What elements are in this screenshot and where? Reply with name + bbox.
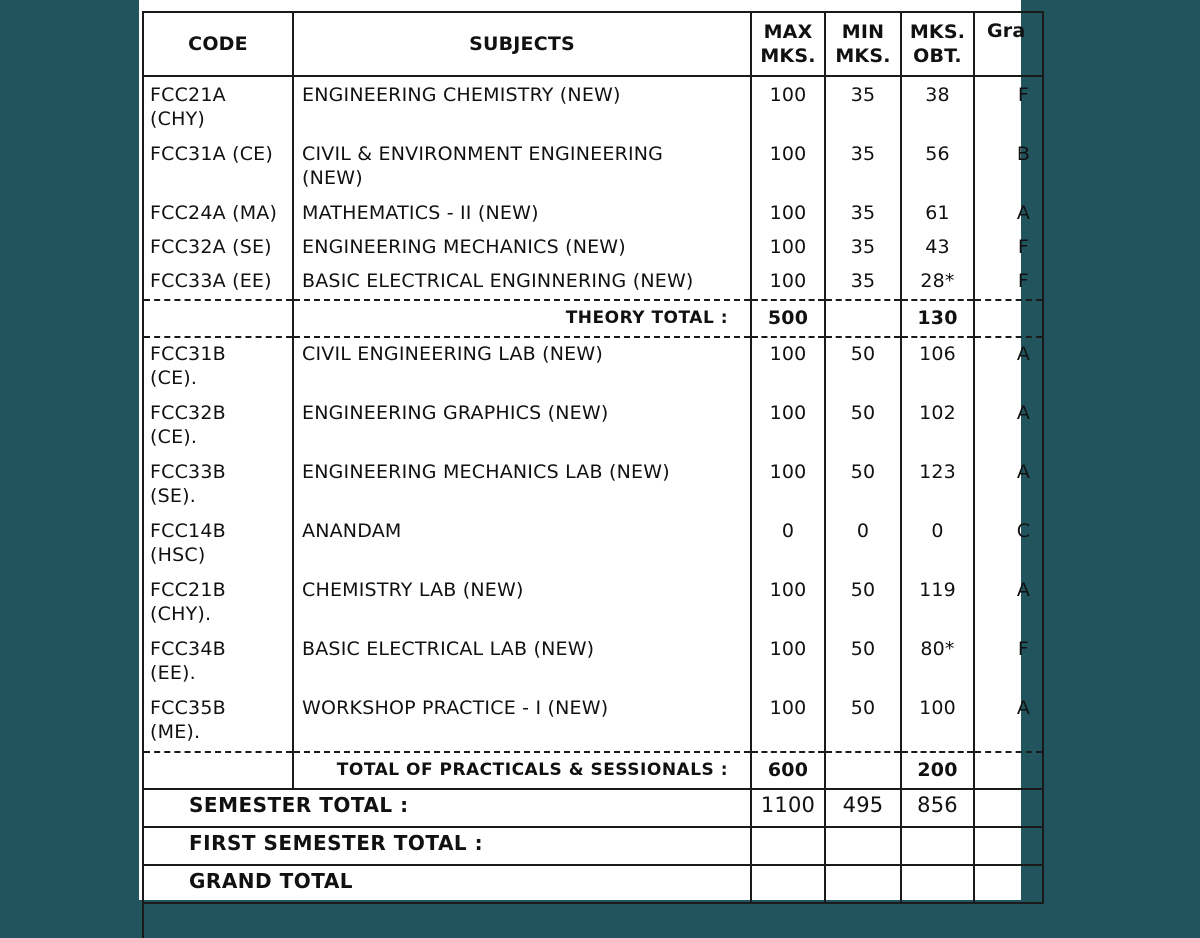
subject-code: FCC33A (EE) bbox=[143, 265, 293, 300]
subject-name: BASIC ELECTRICAL ENGINNERING (NEW) bbox=[293, 265, 751, 300]
min-marks: 50 bbox=[825, 633, 901, 692]
grade: C bbox=[974, 515, 1043, 574]
table-row bbox=[143, 76, 1043, 138]
grade: F bbox=[974, 265, 1043, 300]
max-marks: 100 bbox=[751, 337, 825, 397]
semester-total-obtained: 856 bbox=[901, 789, 974, 827]
subject-code: FCC34B (EE). bbox=[143, 633, 293, 692]
header-subjects: SUBJECTS bbox=[293, 12, 751, 76]
grade: A bbox=[974, 574, 1043, 633]
min-marks: 50 bbox=[825, 574, 901, 633]
subject-code: FCC21A (CHY) bbox=[143, 76, 293, 138]
max-marks: 100 bbox=[751, 76, 825, 138]
subject-name: ENGINEERING MECHANICS (NEW) bbox=[293, 231, 751, 265]
subject-code: FCC32A (SE) bbox=[143, 231, 293, 265]
practical-total-obtained: 200 bbox=[901, 752, 974, 789]
marks-obtained: 56 bbox=[901, 138, 974, 197]
theory-total-obtained: 130 bbox=[901, 300, 974, 337]
table-row bbox=[143, 265, 1043, 300]
max-marks: 100 bbox=[751, 231, 825, 265]
min-marks: 50 bbox=[825, 397, 901, 456]
theory-total-max: 500 bbox=[751, 300, 825, 337]
subject-code: FCC31A (CE) bbox=[143, 138, 293, 197]
practical-total-label: TOTAL OF PRACTICALS & SESSIONALS : bbox=[293, 752, 751, 789]
subject-name: ENGINEERING GRAPHICS (NEW) bbox=[293, 397, 751, 456]
header-max-marks: MAX MKS. bbox=[751, 12, 825, 76]
marks-obtained: 123 bbox=[901, 456, 974, 515]
min-marks: 35 bbox=[825, 138, 901, 197]
grade: A bbox=[974, 397, 1043, 456]
marks-obtained: 100 bbox=[901, 692, 974, 752]
table-row bbox=[143, 138, 1043, 197]
grade: F bbox=[974, 231, 1043, 265]
semester-total-min: 495 bbox=[825, 789, 901, 827]
min-marks: 50 bbox=[825, 456, 901, 515]
header-code: CODE bbox=[143, 12, 293, 76]
subject-code: FCC32B (CE). bbox=[143, 397, 293, 456]
marks-table bbox=[142, 11, 1044, 938]
grade: A bbox=[974, 197, 1043, 231]
practical-total-max: 600 bbox=[751, 752, 825, 789]
table-row bbox=[143, 574, 1043, 633]
table-row bbox=[143, 515, 1043, 574]
marks-obtained: 28* bbox=[901, 265, 974, 300]
semester-total-row bbox=[143, 789, 1043, 827]
first-semester-total-label: FIRST SEMESTER TOTAL : bbox=[143, 827, 751, 865]
theory-total-row bbox=[143, 300, 1043, 337]
table-row bbox=[143, 692, 1043, 752]
subject-code: FCC21B (CHY). bbox=[143, 574, 293, 633]
header-marks-obtained: MKS. OBT. bbox=[901, 12, 974, 76]
table-row bbox=[143, 456, 1043, 515]
marks-obtained: 0 bbox=[901, 515, 974, 574]
min-marks: 50 bbox=[825, 692, 901, 752]
subject-name: CIVIL & ENVIRONMENT ENGINEERING (NEW) bbox=[293, 138, 751, 197]
grand-total-label: GRAND TOTAL bbox=[143, 865, 751, 903]
subject-name: CHEMISTRY LAB (NEW) bbox=[293, 574, 751, 633]
semester-total-label: SEMESTER TOTAL : bbox=[143, 789, 751, 827]
grade: A bbox=[974, 337, 1043, 397]
grade: F bbox=[974, 76, 1043, 138]
table-row bbox=[143, 397, 1043, 456]
marks-obtained: 102 bbox=[901, 397, 974, 456]
marks-obtained: 38 bbox=[901, 76, 974, 138]
subject-name: MATHEMATICS - II (NEW) bbox=[293, 197, 751, 231]
grand-total-row bbox=[143, 865, 1043, 903]
subject-name: WORKSHOP PRACTICE - I (NEW) bbox=[293, 692, 751, 752]
marks-obtained: 119 bbox=[901, 574, 974, 633]
grade: F bbox=[974, 633, 1043, 692]
theory-total-label: THEORY TOTAL : bbox=[293, 300, 751, 337]
header-min-marks: MIN MKS. bbox=[825, 12, 901, 76]
max-marks: 100 bbox=[751, 138, 825, 197]
subject-code: FCC35B (ME). bbox=[143, 692, 293, 752]
grade: A bbox=[974, 456, 1043, 515]
max-marks: 100 bbox=[751, 633, 825, 692]
practical-total-row bbox=[143, 752, 1043, 789]
max-marks: 0 bbox=[751, 515, 825, 574]
min-marks: 35 bbox=[825, 265, 901, 300]
semester-total-max: 1100 bbox=[751, 789, 825, 827]
min-marks: 35 bbox=[825, 231, 901, 265]
marks-obtained: 43 bbox=[901, 231, 974, 265]
max-marks: 100 bbox=[751, 197, 825, 231]
subject-name: ENGINEERING MECHANICS LAB (NEW) bbox=[293, 456, 751, 515]
marks-obtained: 61 bbox=[901, 197, 974, 231]
table-row bbox=[143, 633, 1043, 692]
marksheet-page bbox=[139, 0, 1031, 900]
subject-code: FCC33B (SE). bbox=[143, 456, 293, 515]
table-row bbox=[143, 337, 1043, 397]
header-grade: Gra bbox=[974, 12, 1043, 76]
grade: A bbox=[974, 692, 1043, 752]
max-marks: 100 bbox=[751, 397, 825, 456]
header-row bbox=[143, 12, 1043, 76]
min-marks: 35 bbox=[825, 197, 901, 231]
min-marks: 0 bbox=[825, 515, 901, 574]
max-marks: 100 bbox=[751, 574, 825, 633]
subject-code: FCC14B (HSC) bbox=[143, 515, 293, 574]
subject-name: ENGINEERING CHEMISTRY (NEW) bbox=[293, 76, 751, 138]
min-marks: 35 bbox=[825, 76, 901, 138]
subject-code: FCC31B (CE). bbox=[143, 337, 293, 397]
subject-name: BASIC ELECTRICAL LAB (NEW) bbox=[293, 633, 751, 692]
max-marks: 100 bbox=[751, 456, 825, 515]
marks-obtained: 80* bbox=[901, 633, 974, 692]
max-marks: 100 bbox=[751, 265, 825, 300]
subject-code: FCC24A (MA) bbox=[143, 197, 293, 231]
grade: B bbox=[974, 138, 1043, 197]
first-semester-total-row bbox=[143, 827, 1043, 865]
min-marks: 50 bbox=[825, 337, 901, 397]
table-row bbox=[143, 231, 1043, 265]
marks-obtained: 106 bbox=[901, 337, 974, 397]
table-row bbox=[143, 197, 1043, 231]
subject-name: ANANDAM bbox=[293, 515, 751, 574]
subject-name: CIVIL ENGINEERING LAB (NEW) bbox=[293, 337, 751, 397]
max-marks: 100 bbox=[751, 692, 825, 752]
